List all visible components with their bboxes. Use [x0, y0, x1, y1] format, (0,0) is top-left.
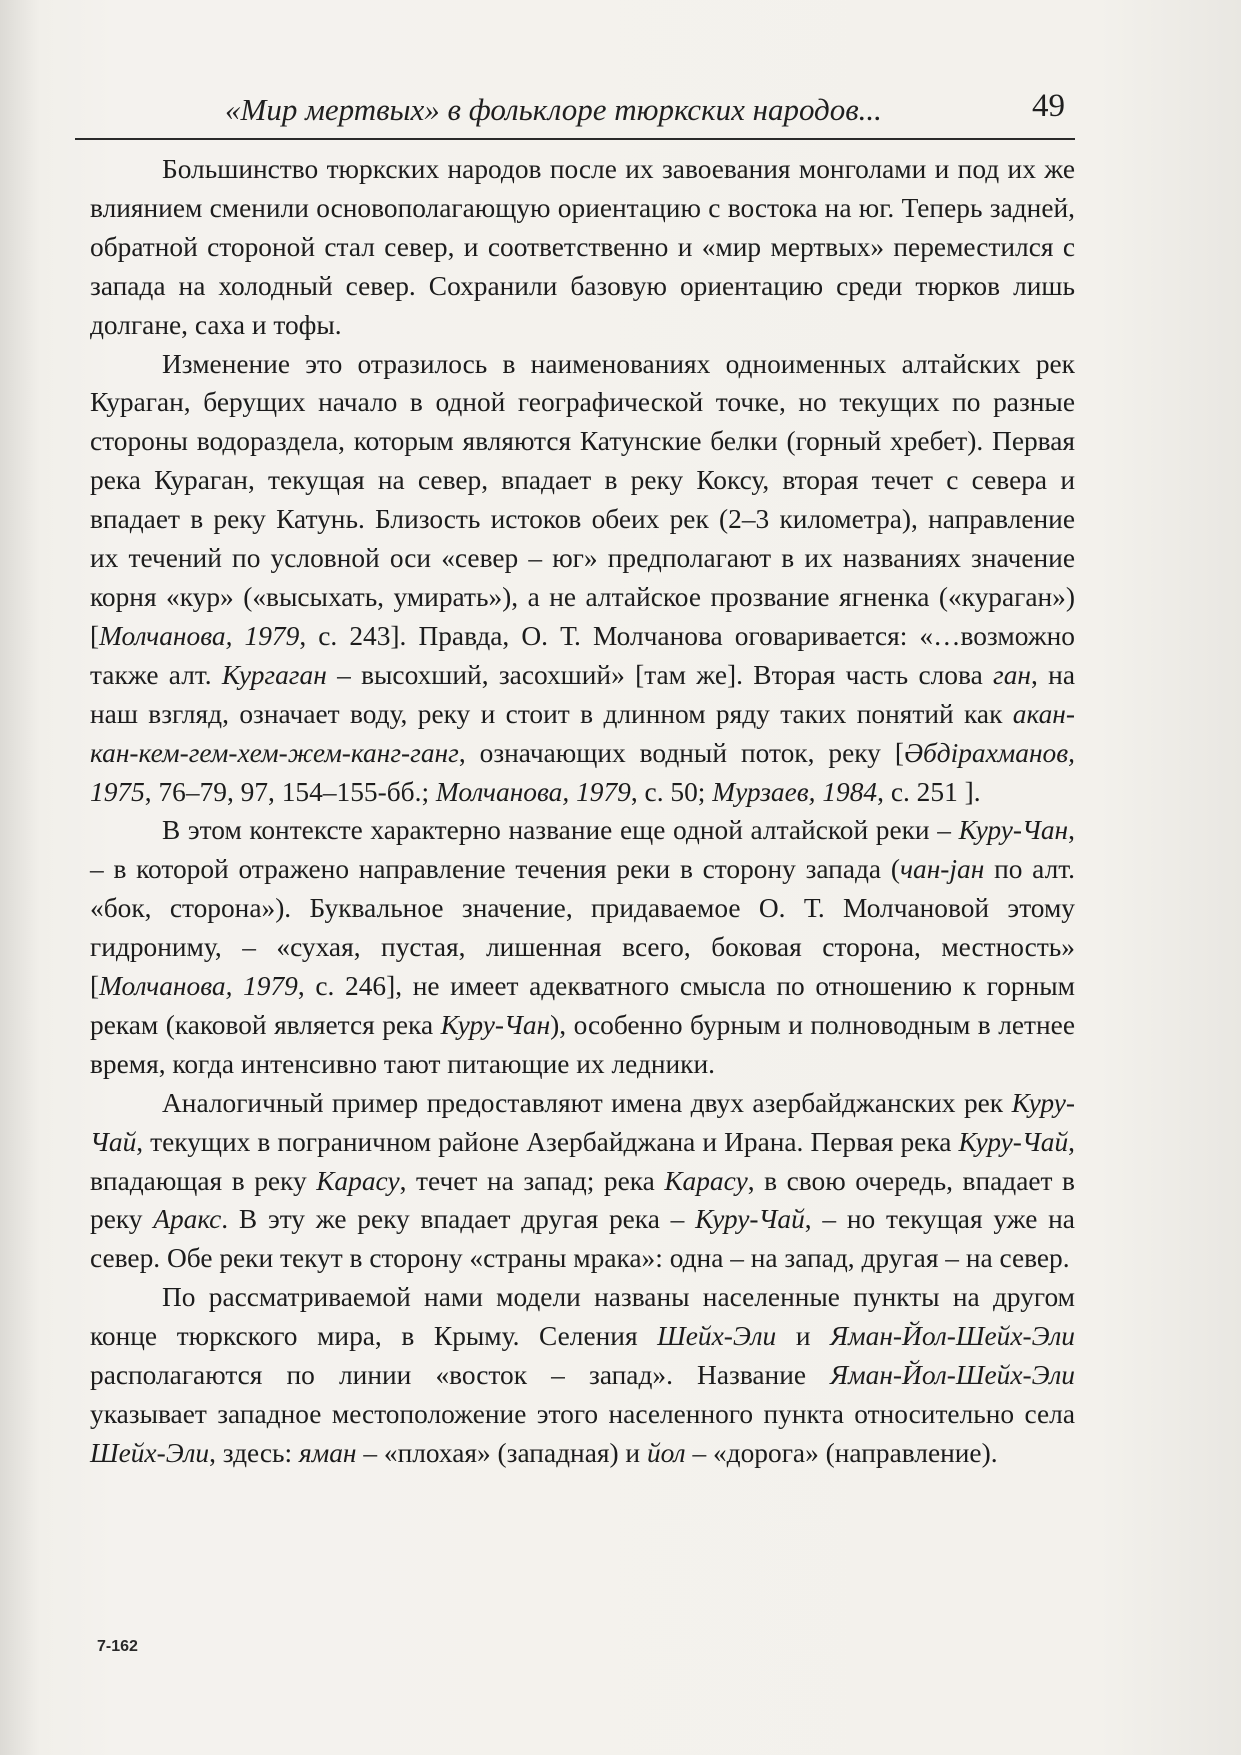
text-run: , – в которой отражено направление течения реки в сторону запада (	[90, 815, 1075, 885]
italic-run: Шейх-Эли	[657, 1321, 777, 1352]
running-title: «Мир мертвых» в фольклоре тюркских народов...	[225, 92, 882, 127]
text-run: , с. 243]. Правда, О. Т. Молчанова оговаривается: «…возможно также алт.	[90, 620, 1075, 690]
body-text	[90, 150, 1075, 1473]
italic-run: Шейх-Эли	[90, 1437, 210, 1468]
text-run: по алт. «бок, сторона»). Буквальное значение, придаваемое О. Т. Молчановой этому гидрониму, – «сухая, пустая, лишенная всего, боковая сторона, местность» [	[90, 854, 1075, 1002]
text-run: , с. 246], не имеет адекватного смысла по отношению к горным рекам (каковой является река	[90, 971, 1076, 1040]
italic-run: Куру-Чан	[958, 815, 1069, 846]
text-run: – «плохая» (западная) и	[356, 1437, 647, 1468]
running-header	[75, 88, 1075, 140]
text-run: указывает западное местоположение этого населенного пункта относительно села	[90, 1399, 1075, 1429]
italic-run: Карасу	[316, 1165, 400, 1196]
text-run: Большинство тюркских народов после их завоевания монголами и под их же влиянием сменили основополагающую ориентацию с востока на юг. Теперь задней, обратной стороной стал север, и соответственно и «мир мертвых» переместился с запада на холодный север. Сохранили базовую ориентацию среди тюрков лишь долгане, саха и тофы.	[90, 154, 1075, 340]
text-run: , с. 50;	[630, 776, 713, 807]
paragraph-1	[90, 150, 1075, 345]
italic-run: Куру-Чан	[440, 1009, 551, 1040]
text-run: , с. 251 ].	[877, 776, 981, 807]
italic-run: Молчанова, 1979	[99, 971, 298, 1002]
text-run: , в свою очередь, впадает в реку	[90, 1165, 1075, 1235]
text-run: По рассматриваемой нами модели названы населенные пункты на другом конце тюркского мира, в Крыму. Селения	[90, 1282, 1075, 1352]
text-run: , означающих водный поток, реку [	[458, 737, 904, 768]
text-run: ), особенно бурным и полноводным в летнее время, когда интенсивно тают питающие их ледники.	[90, 1009, 1075, 1079]
text-run: , здесь:	[209, 1437, 299, 1468]
italic-run: Куру-Чай	[695, 1204, 805, 1235]
italic-run: ган	[993, 659, 1032, 690]
italic-run: Әбдірахманов, 1975	[90, 737, 1075, 807]
text-run: – «дорога» (направление).	[685, 1437, 998, 1468]
italic-run: Аракс	[153, 1204, 222, 1235]
italic-run: Молчанова, 1979	[99, 620, 300, 651]
text-run: В этом контексте характерно название еще одной алтайской реки –	[162, 815, 959, 846]
text-run: , впадающая в реку	[90, 1126, 1075, 1196]
italic-run: Молчанова, 1979	[435, 776, 631, 807]
italic-run: чан-јан	[899, 854, 985, 885]
paragraph-3	[90, 811, 1075, 1083]
paragraph-4	[90, 1084, 1075, 1279]
text-run: , течет на запад; река	[399, 1165, 665, 1196]
italic-run: Яман-Йол-Шейх-Эли	[830, 1360, 1075, 1391]
page-number: 49	[1032, 88, 1065, 124]
italic-run: Яман-Йол-Шейх-Эли	[830, 1321, 1075, 1352]
text-run: Изменение это отразилось в наименованиях одноименных алтайских рек Кураган, берущих начало в одной географической точке, но текущих по разные стороны водораздела, которым являются Катунские белки (горный хребет). Первая река Кураган, текущая на север, впадает в реку Коксу, вторая течет с севера и впадает в реку Катунь. Близость истоков обеих рек (2–3 километра), направление их течений по условной оси «север – юг» предполагают в их названиях значение корня «кур» («высыхать, умирать»), а не алтайское прозвание ягненка («кураган») [	[90, 348, 1075, 651]
text-run: , 76–79, 97, 154–155-бб.;	[144, 776, 436, 807]
italic-run: Куру-Чай	[958, 1126, 1069, 1157]
text-run: , – но текущая уже на север. Обе реки текут в сторону «страны мрака»: одна – на запад, другая – на север.	[90, 1204, 1075, 1274]
italic-run: акан-кан-кем-гем-хем-жем-канг-ганг	[90, 698, 1075, 768]
text-run: . В эту же реку впадает другая река –	[221, 1204, 696, 1235]
text-run: и	[776, 1321, 831, 1352]
italic-run: Кургаган	[221, 659, 327, 690]
text-run: располагаются по линии «восток – запад». Название	[90, 1360, 831, 1391]
text-run: , на наш взгляд, означает воду, реку и стоит в длинном ряду таких понятий как	[90, 659, 1075, 729]
italic-run: Мурзаев, 1984	[712, 776, 878, 807]
paragraph-5	[90, 1278, 1075, 1473]
italic-run: Карасу	[664, 1165, 748, 1196]
text-run: – высохший, засохший» [там же]. Вторая часть слова	[326, 659, 994, 690]
text-run: Аналогичный пример предоставляют имена двух азербайджанских рек	[162, 1087, 1012, 1118]
italic-run: йол	[646, 1437, 686, 1468]
paragraph-2	[90, 345, 1075, 812]
italic-run: яман	[299, 1437, 357, 1468]
text-run: , текущих в пограничном районе Азербайджана и Ирана. Первая река	[136, 1126, 959, 1157]
italic-run: Куру-Чай	[90, 1087, 1075, 1157]
signature-mark: 7-162	[97, 1638, 138, 1655]
